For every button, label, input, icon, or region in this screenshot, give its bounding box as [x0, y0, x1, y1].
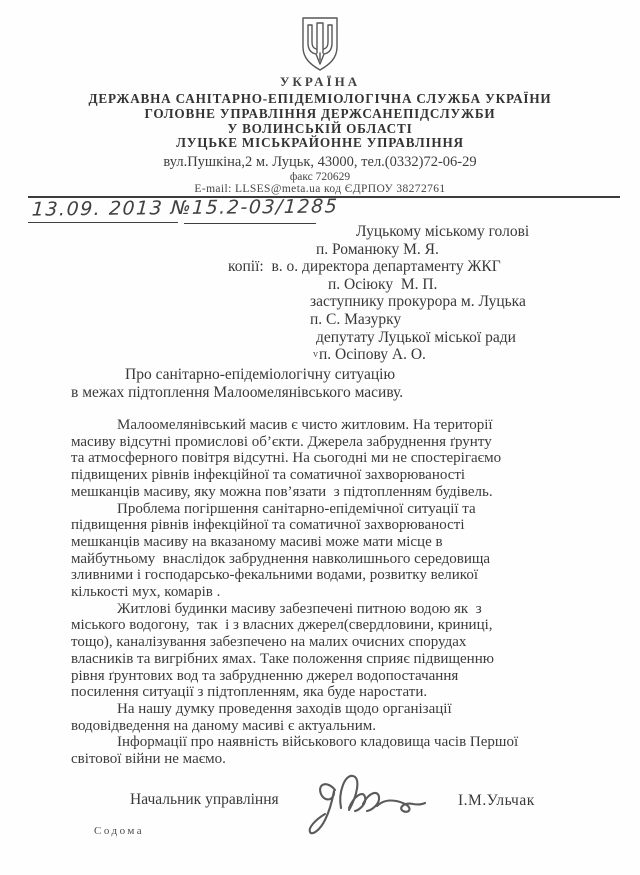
trident-emblem-icon — [298, 16, 342, 72]
body-line: Проблема погіршення санітарно-епідемічної ситуації та — [117, 500, 476, 517]
body-line: мешканців масиву на вказаному масиві може мати місце в — [71, 533, 443, 550]
body-line: Житлові будинки масиву забезпечені питною водою як з — [117, 600, 482, 617]
emblem-block — [0, 16, 640, 90]
org-line: У ВОЛИНСЬКІЙ ОБЛАСТІ — [227, 120, 413, 136]
recipient-line: заступнику прокурора м. Луцька — [310, 293, 526, 311]
email-line: E-mail: LLSES@meta.ua код ЄДРПОУ 38272761 — [194, 183, 446, 195]
signature-scribble — [305, 764, 460, 842]
recipient-line-text: п. Осіпову А. О. — [319, 346, 426, 364]
recipient-line: Луцькому міському голові — [356, 223, 530, 240]
emblem-caption: УКРАЇНА — [279, 74, 361, 89]
address-line: вул.Пушкіна,2 м. Луцьк, 43000, тел.(0332)72-06-29 — [163, 154, 477, 170]
body-line: посилення ситуації з підтопленням, яка буде наростати. — [71, 684, 428, 701]
body-line: масиву відсутні промислові об’єкти. Джерела забруднення ґрунту — [71, 433, 492, 450]
org-line: ЛУЦЬКЕ МІСЬКРАЙОННЕ УПРАВЛІННЯ — [176, 135, 464, 151]
executor-note: Содома — [94, 825, 145, 837]
recipients-block — [228, 223, 529, 364]
recipient-line: копії: в. о. директора департаменту ЖКГ — [228, 258, 501, 276]
org-line: ДЕРЖАВНА САНІТАРНО-ЕПІДЕМІОЛОГІЧНА СЛУЖБА УКРАЇНИ — [88, 91, 552, 106]
fax-line: факс 720629 — [289, 171, 351, 183]
body-line: майбутньому внаслідок забруднення навколишнього середовища — [71, 550, 491, 567]
org-header — [0, 92, 640, 151]
body-line: На нашу думку проведення заходів щодо організації — [117, 700, 452, 717]
body-line: рівня ґрунтових вод та забрудненню джерел водопостачання — [71, 667, 459, 684]
body-line: та атмосферного повітря відсутні. На сьогодні ми не спостерігаємо — [71, 450, 502, 467]
body-line: підвищення рівнів інфекційної та соматичної захворюваності — [71, 517, 465, 534]
body-line: мешканців масиву, яку можна пов’язати з підтопленням будівель. — [71, 483, 493, 500]
reference-number-handwritten: 13.09. 2013 №15.2-03/1285 — [31, 195, 339, 221]
body-line: Малоомелянівський масив є чисто житловим. На території — [117, 417, 493, 433]
subject-line: Про санітарно-епідеміологічну ситуацію — [125, 366, 396, 383]
body-line: водовідведення на даному масиві є актуальним. — [71, 717, 376, 734]
recipient-line: депутату Луцької міської ради — [316, 328, 516, 346]
body-line: підвищених рівнів інфекційної та соматичної захворюваності — [71, 467, 466, 484]
subject-line: в межах підтоплення Малоомелянівського масиву. — [71, 384, 404, 401]
signatory-title: Начальник управління — [130, 791, 279, 808]
body-line: кількості мух, комарів . — [71, 584, 221, 601]
stray-pen-mark: v — [313, 349, 318, 361]
recipient-line: п. С. Мазурку — [310, 310, 402, 328]
recipient-line — [313, 346, 529, 364]
body-line: Інформації про наявність військового кладовища часів Першої — [117, 734, 519, 751]
body-line: міського водогону, так і з власних джерел(свердловини, криниці, — [71, 617, 493, 634]
body-line: тощо), каналізування забезпечено на малих очисних спорудах — [71, 634, 467, 651]
org-line: ГОЛОВНЕ УПРАВЛІННЯ ДЕРЖСАНЕПІДСЛУЖБИ — [144, 105, 496, 121]
signatory-name: І.М.Ульчак — [458, 792, 535, 809]
recipient-line: п. Романюку М. Я. — [316, 240, 439, 258]
recipient-line: п. Осіюку М. П. — [328, 275, 438, 293]
body-line: світової війни не маємо. — [71, 751, 226, 768]
letter-body — [71, 417, 606, 768]
body-line: зливними і господарсько-фекальними водами, розвитку великої — [71, 567, 478, 584]
reference-underline — [28, 222, 178, 223]
body-line: власників та вигрібних ямах. Таке положення сприяє підвищенню — [71, 650, 494, 667]
